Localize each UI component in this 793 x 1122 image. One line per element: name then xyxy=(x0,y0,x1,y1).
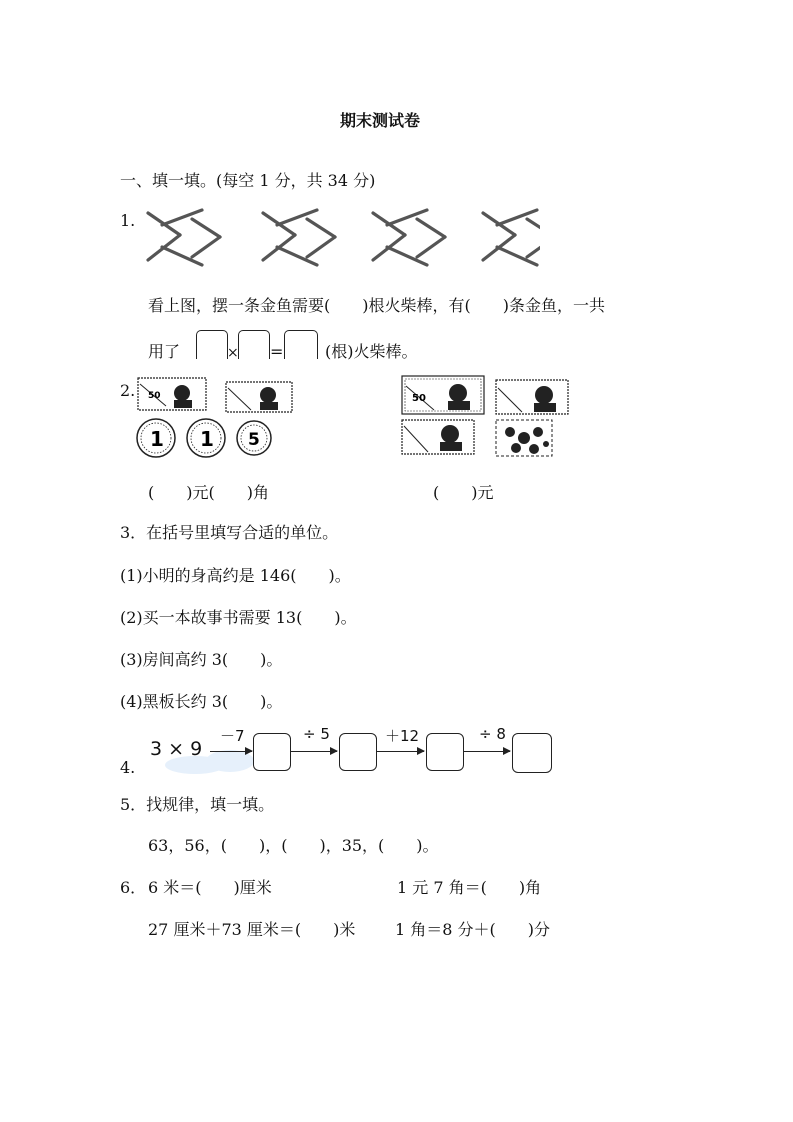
matchstick-fish-icon xyxy=(140,205,540,275)
expression-start: 3 × 9 xyxy=(150,738,203,760)
question-2-number: 2. xyxy=(120,381,136,400)
question-1-line-2-prefix: 用了 xyxy=(148,342,181,361)
times-sign: × xyxy=(227,345,239,361)
banknote-1-value: 50 xyxy=(148,391,161,401)
coin-3-value: 5 xyxy=(248,430,260,450)
op-label-4: ÷ 8 xyxy=(479,725,506,743)
arrow-3 xyxy=(377,751,424,752)
answer-box-1[interactable] xyxy=(196,330,228,359)
op-label-3: ＋12 xyxy=(385,727,420,745)
coin-icon xyxy=(237,421,271,455)
banknote-icon xyxy=(496,380,568,414)
coin-1-value: 1 xyxy=(150,427,164,451)
fish-3-icon xyxy=(373,210,445,265)
question-2-answer-left: ( )元( )角 xyxy=(148,483,269,502)
section-heading: 一、填一填。(每空 1 分，共 34 分) xyxy=(120,171,376,190)
fish-2-icon xyxy=(263,210,335,265)
question-3-item: (1)小明的身高约是 146( )。 xyxy=(120,566,351,585)
question-6-b: 1 元 7 角＝( )角 xyxy=(397,878,542,897)
fish-1-icon xyxy=(148,210,220,265)
banknote-icon xyxy=(496,420,552,456)
question-5-sequence: 63，56，( )，( )，35，( )。 xyxy=(148,836,439,855)
answer-box-2[interactable] xyxy=(238,330,270,359)
banknote-icon xyxy=(138,378,206,410)
answer-box-6[interactable] xyxy=(426,733,464,771)
answer-box-4[interactable] xyxy=(253,733,291,771)
coin-icon xyxy=(137,419,175,457)
banknote-icon xyxy=(226,382,292,412)
banknote-icon xyxy=(402,420,474,454)
op-label-1: －7 xyxy=(220,727,245,745)
question-5-heading: 5．找规律，填一填。 xyxy=(120,795,275,814)
equals-sign: = xyxy=(270,342,284,361)
answer-box-3[interactable] xyxy=(284,330,318,359)
money-right-group xyxy=(400,374,575,464)
coin-2-value: 1 xyxy=(200,427,214,451)
op-label-2: ÷ 5 xyxy=(303,725,330,743)
question-6-c: 27 厘米＋73 厘米＝( )米 xyxy=(148,920,356,939)
answer-box-7[interactable] xyxy=(512,733,552,773)
coin-icon xyxy=(187,419,225,457)
banknote-3-value: 50 xyxy=(412,393,426,404)
arrow-1 xyxy=(210,751,252,752)
question-6-a: 6 米＝( )厘米 xyxy=(148,878,272,897)
page-title: 期末测试卷 xyxy=(340,111,421,130)
arrow-2 xyxy=(291,751,337,752)
question-3-heading: 3．在括号里填写合适的单位。 xyxy=(120,523,339,542)
answer-box-5[interactable] xyxy=(339,733,377,771)
fish-4-icon xyxy=(483,210,540,265)
question-1-line-2-suffix: (根)火柴棒。 xyxy=(325,342,418,361)
question-2-answer-right: ( )元 xyxy=(433,483,494,502)
question-1-number: 1. xyxy=(120,211,136,230)
question-3-item: (2)买一本故事书需要 13( )。 xyxy=(120,608,357,627)
arrow-4 xyxy=(464,751,510,752)
question-6-d: 1 角＝8 分＋( )分 xyxy=(395,920,551,939)
banknote-icon xyxy=(402,376,484,414)
question-3-item: (3)房间高约 3( )。 xyxy=(120,650,283,669)
money-left-group xyxy=(136,376,296,466)
question-1-line-1: 看上图，摆一条金鱼需要( )根火柴棒，有( )条金鱼，一共 xyxy=(148,296,605,315)
question-3-item: (4)黑板长约 3( )。 xyxy=(120,692,283,711)
question-4-number: 4. xyxy=(120,758,136,777)
question-6-number: 6． xyxy=(120,878,147,897)
